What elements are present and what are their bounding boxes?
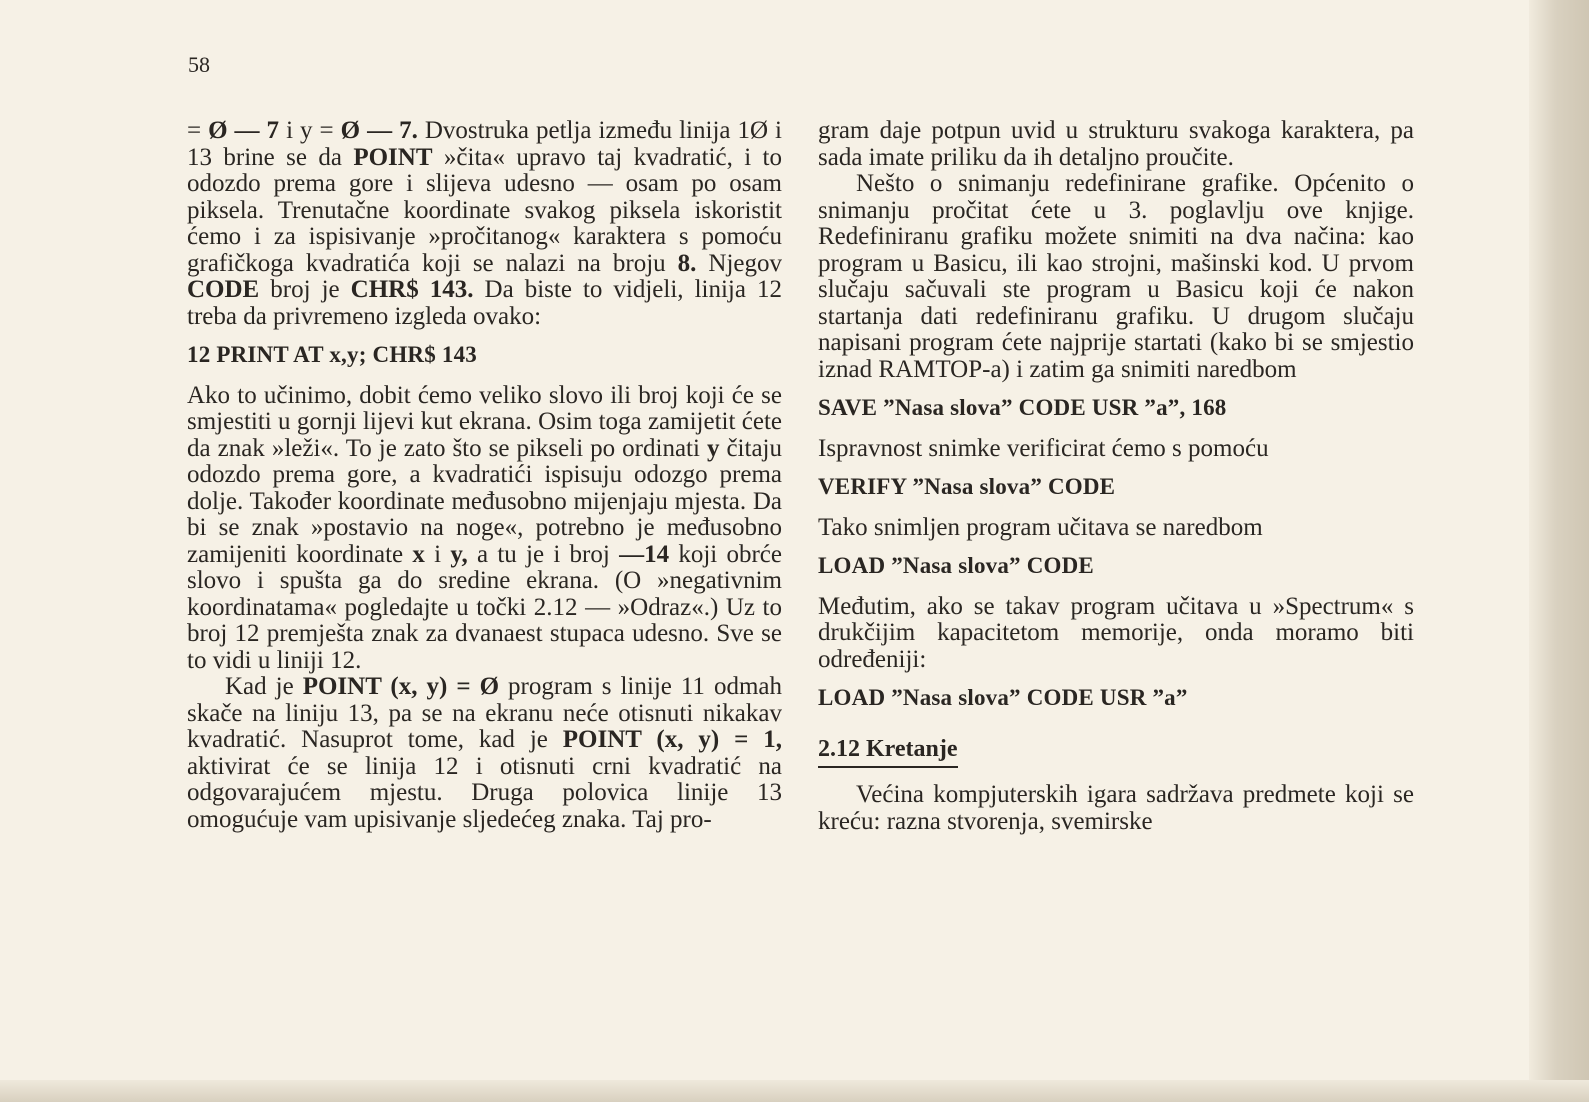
text-run: »čita« upravo taj kvadratić, i to odozdo prema gore i slijeva udesno — osam po osam piksela. Trenutačne koordinate svakog piksela iskoristit ćemo i za ispisivanje »pročitanog« karaktera s pomoću grafičkoga kvadratića koji se nalazi na broju bbox=[187, 143, 782, 277]
right-paragraph-6: Većina kompjuterskih igara sadržava predmete koji se kreću: razna stvorenja, svemirske bbox=[818, 781, 1414, 835]
page-number: 58 bbox=[188, 52, 210, 77]
page-bottom-shadow bbox=[0, 1080, 1589, 1102]
bold-run: y, bbox=[450, 540, 468, 568]
bold-run: —14 bbox=[619, 540, 670, 568]
right-paragraph-4: Tako snimljen program učitava se naredbom bbox=[818, 513, 1263, 541]
text-run: i y = bbox=[279, 117, 341, 144]
bold-run: x bbox=[412, 540, 425, 568]
left-paragraph-3 bbox=[187, 674, 782, 833]
text-run: Dvostruka petlja između linija 1Ø i 13 brine se da bbox=[187, 117, 782, 171]
text-run: koji obrće slovo i spušta ga do sredine ekrana. (O »negativnim koordinatama« pogledajte u točki 2.12 — »Odraz«.) Uz to broj 12 premješta znak za dvanaest stupaca udesno. Sve se to vidi u liniji 12. bbox=[187, 540, 782, 674]
bold-run: POINT (x, y) = Ø bbox=[302, 673, 500, 700]
text-run: = bbox=[187, 117, 209, 144]
right-paragraph-2: Nešto o snimanju redefinirane grafike. Općenito o snimanju pročitat ćete u 3. poglavlju ove knjige. Redefiniranu grafiku možete snimiti na dva načina: kao program u Basicu, ili kao strojni, mašinski kod. U prvom slučaju sačuvali ste program u Basicu koji će nakon startanja dati redefiniranu grafiku. U drugom slučaju napisani program ćete najprije startati (kako bi se smjestio iznad RAMTOP-a) i zatim ga snimiti naredbom bbox=[818, 170, 1414, 383]
right-column bbox=[818, 118, 1414, 835]
bold-run: y bbox=[706, 434, 720, 462]
bold-run: 8. bbox=[677, 249, 697, 277]
text-run: Da biste to vidjeli, linija 12 treba da privremeno izgleda ovako: bbox=[187, 276, 782, 330]
text-run: aktivirat će se linija 12 i otisnuti crni kvadratić na odgovarajućem mjestu. Druga polovica linije 13 omogućuje vam upisivanje sljedećeg znaka. Taj pro- bbox=[187, 752, 782, 833]
text-run: Ako to učinimo, dobit ćemo veliko slovo ili broj koji će se smjestiti u gornji lijevi kut ekrana. Osim toga zamijetit ćete da znak »leži«. To je zato što se pikseli po ordinati bbox=[187, 381, 782, 462]
left-paragraph-2 bbox=[187, 383, 782, 675]
code-line-verify: VERIFY ”Nasa slova” CODE bbox=[818, 474, 1116, 499]
section-heading: 2.12 Kretanje bbox=[818, 736, 958, 769]
bold-run: CODE bbox=[187, 276, 260, 303]
code-line-load-usr: LOAD ”Nasa slova” CODE USR ”a” bbox=[818, 685, 1188, 710]
text-run: program s linije 11 odmah skače na liniju 13, pa se na ekranu neće otisnuti nikakav kvadratić. Nasuprot tome, kad je bbox=[187, 673, 782, 753]
page-edge-shadow bbox=[1529, 0, 1589, 1102]
bold-run: CHR$ 143. bbox=[350, 276, 474, 303]
bold-run: Ø — 7 bbox=[208, 117, 280, 144]
bold-run: Ø — 7. bbox=[340, 117, 418, 144]
text-run: Njegov bbox=[696, 249, 782, 277]
text-run: i bbox=[424, 540, 451, 568]
code-line-print: 12 PRINT AT x,y; CHR$ 143 bbox=[187, 342, 477, 367]
code-line-save: SAVE ”Nasa slova” CODE USR ”a”, 168 bbox=[818, 395, 1227, 420]
right-paragraph-5: Međutim, ako se takav program učitava u »Spectrum« s drukčijim kapacitetom memorije, onda moramo biti određeniji: bbox=[818, 592, 1414, 673]
text-run: čitaju odozdo prema gore, a kvadratići ispisuju odozgo prema dolje. Također koordinate međusobno mijenjaju mjesta. Da bi se znak »postavio na noge«, potrebno je međusobno zamijeniti koordinate bbox=[187, 434, 782, 568]
right-paragraph-1: gram daje potpun uvid u strukturu svakoga karaktera, pa sada imate priliku da ih detaljno proučite. bbox=[818, 117, 1414, 171]
code-line-load: LOAD ”Nasa slova” CODE bbox=[818, 553, 1094, 578]
bold-run: POINT bbox=[353, 143, 433, 171]
text-run: Kad je bbox=[225, 673, 303, 700]
right-paragraph-3: Ispravnost snimke verificirat ćemo s pomoću bbox=[818, 434, 1269, 462]
text-run: a tu je i broj bbox=[467, 540, 620, 568]
left-column bbox=[187, 118, 782, 833]
bold-run: POINT (x, y) = 1, bbox=[562, 726, 782, 753]
left-paragraph-1 bbox=[187, 118, 782, 330]
text-run: broj je bbox=[259, 276, 351, 303]
